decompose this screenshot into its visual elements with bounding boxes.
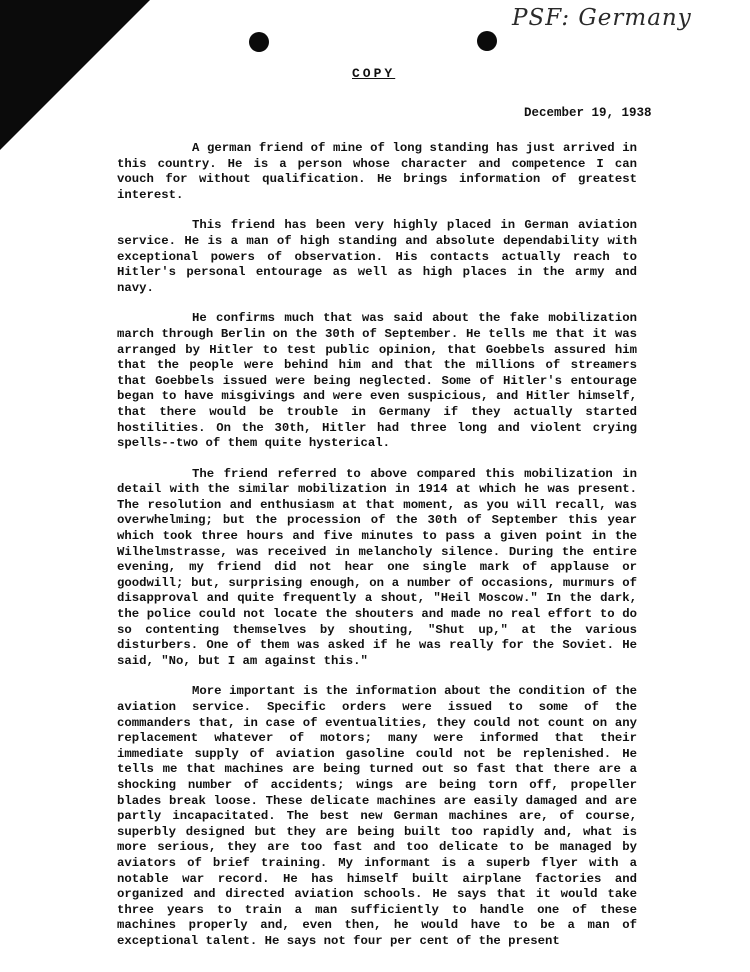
handwritten-file-annotation: PSF: Germany	[512, 5, 692, 31]
paragraph-3: He confirms much that was said about the fake mobilization march through Berlin on the 30th of September. He tells me that it was arranged by Hitler to test public opinion, that Goebbels assured him that the people were behind him and that the millions of streamers that Goebbels issued were being neglected. Some of Hitler's entourage began to have misgivings and were even suspicious, and Hitler himself, that there would be trouble in Germany if they actually started hostilities. On the 30th, Hitler had three long and violent crying spells--two of them quite hysterical.	[117, 311, 637, 451]
scan-corner-shadow	[0, 0, 150, 150]
letter-body	[117, 141, 637, 950]
paragraph-5: More important is the information about the condition of the aviation service. Specific orders were issued to some of the commanders that, in case of eventualities, they could not count on any replacement whatever of motors; many were informed that their immediate supply of aviation gasoline could not be replenished. He tells me that machines are being turned out so fast that there are a shocking number of accidents; wings are being torn off, propeller blades break loose. These delicate machines are easily damaged and are partly incapacitated. The best new German machines are, of course, superbly designed but they are being built too rapidly and, what is more serious, they are too fast and too delicate to be managed by aviators of brief training. My informant is a superb flyer with a notable war record. He has himself built airplane factories and organized and directed aviation schools. He says that it would take three years to train a man sufficiently to handle one of these machines properly and, even then, he would have to be a man of exceptional talent. He says not four per cent of the present	[117, 684, 637, 948]
punch-hole-right	[477, 31, 497, 51]
punch-hole-left	[249, 32, 269, 52]
paragraph-4: The friend referred to above compared this mobilization in detail with the similar mobilization in 1914 at which he was present. The resolution and enthusiasm at that moment, as you will recall, was overwhelming; but the procession of the 30th of September this year which took three hours and five minutes to pass a given point in the Wilhelmstrasse, was received in melancholy silence. During the entire evening, my friend did not hear one single mark of applause or goodwill; but, surprising enough, on a number of occasions, murmurs of disapproval and quite frequently a shout, "Heil Moscow." In the dark, the police could not locate the shouters and made no real effort to do so contenting themselves by shouting, "Shut up," at the various disturbers. One of them was asked if he was really for the Soviet. He said, "No, but I am against this."	[117, 466, 637, 668]
paragraph-1: A german friend of mine of long standing has just arrived in this country. He is a person whose character and competence I can vouch for without qualification. He brings information of greatest interest.	[117, 141, 637, 202]
paragraph-2: This friend has been very highly placed in German aviation service. He is a man of high standing and absolute dependability with exceptional powers of observation. His contacts actually reach to Hitler's personal entourage as well as high places in the army and navy.	[117, 218, 637, 295]
letter-date: December 19, 1938	[524, 106, 652, 120]
copy-heading: COPY	[352, 66, 396, 81]
